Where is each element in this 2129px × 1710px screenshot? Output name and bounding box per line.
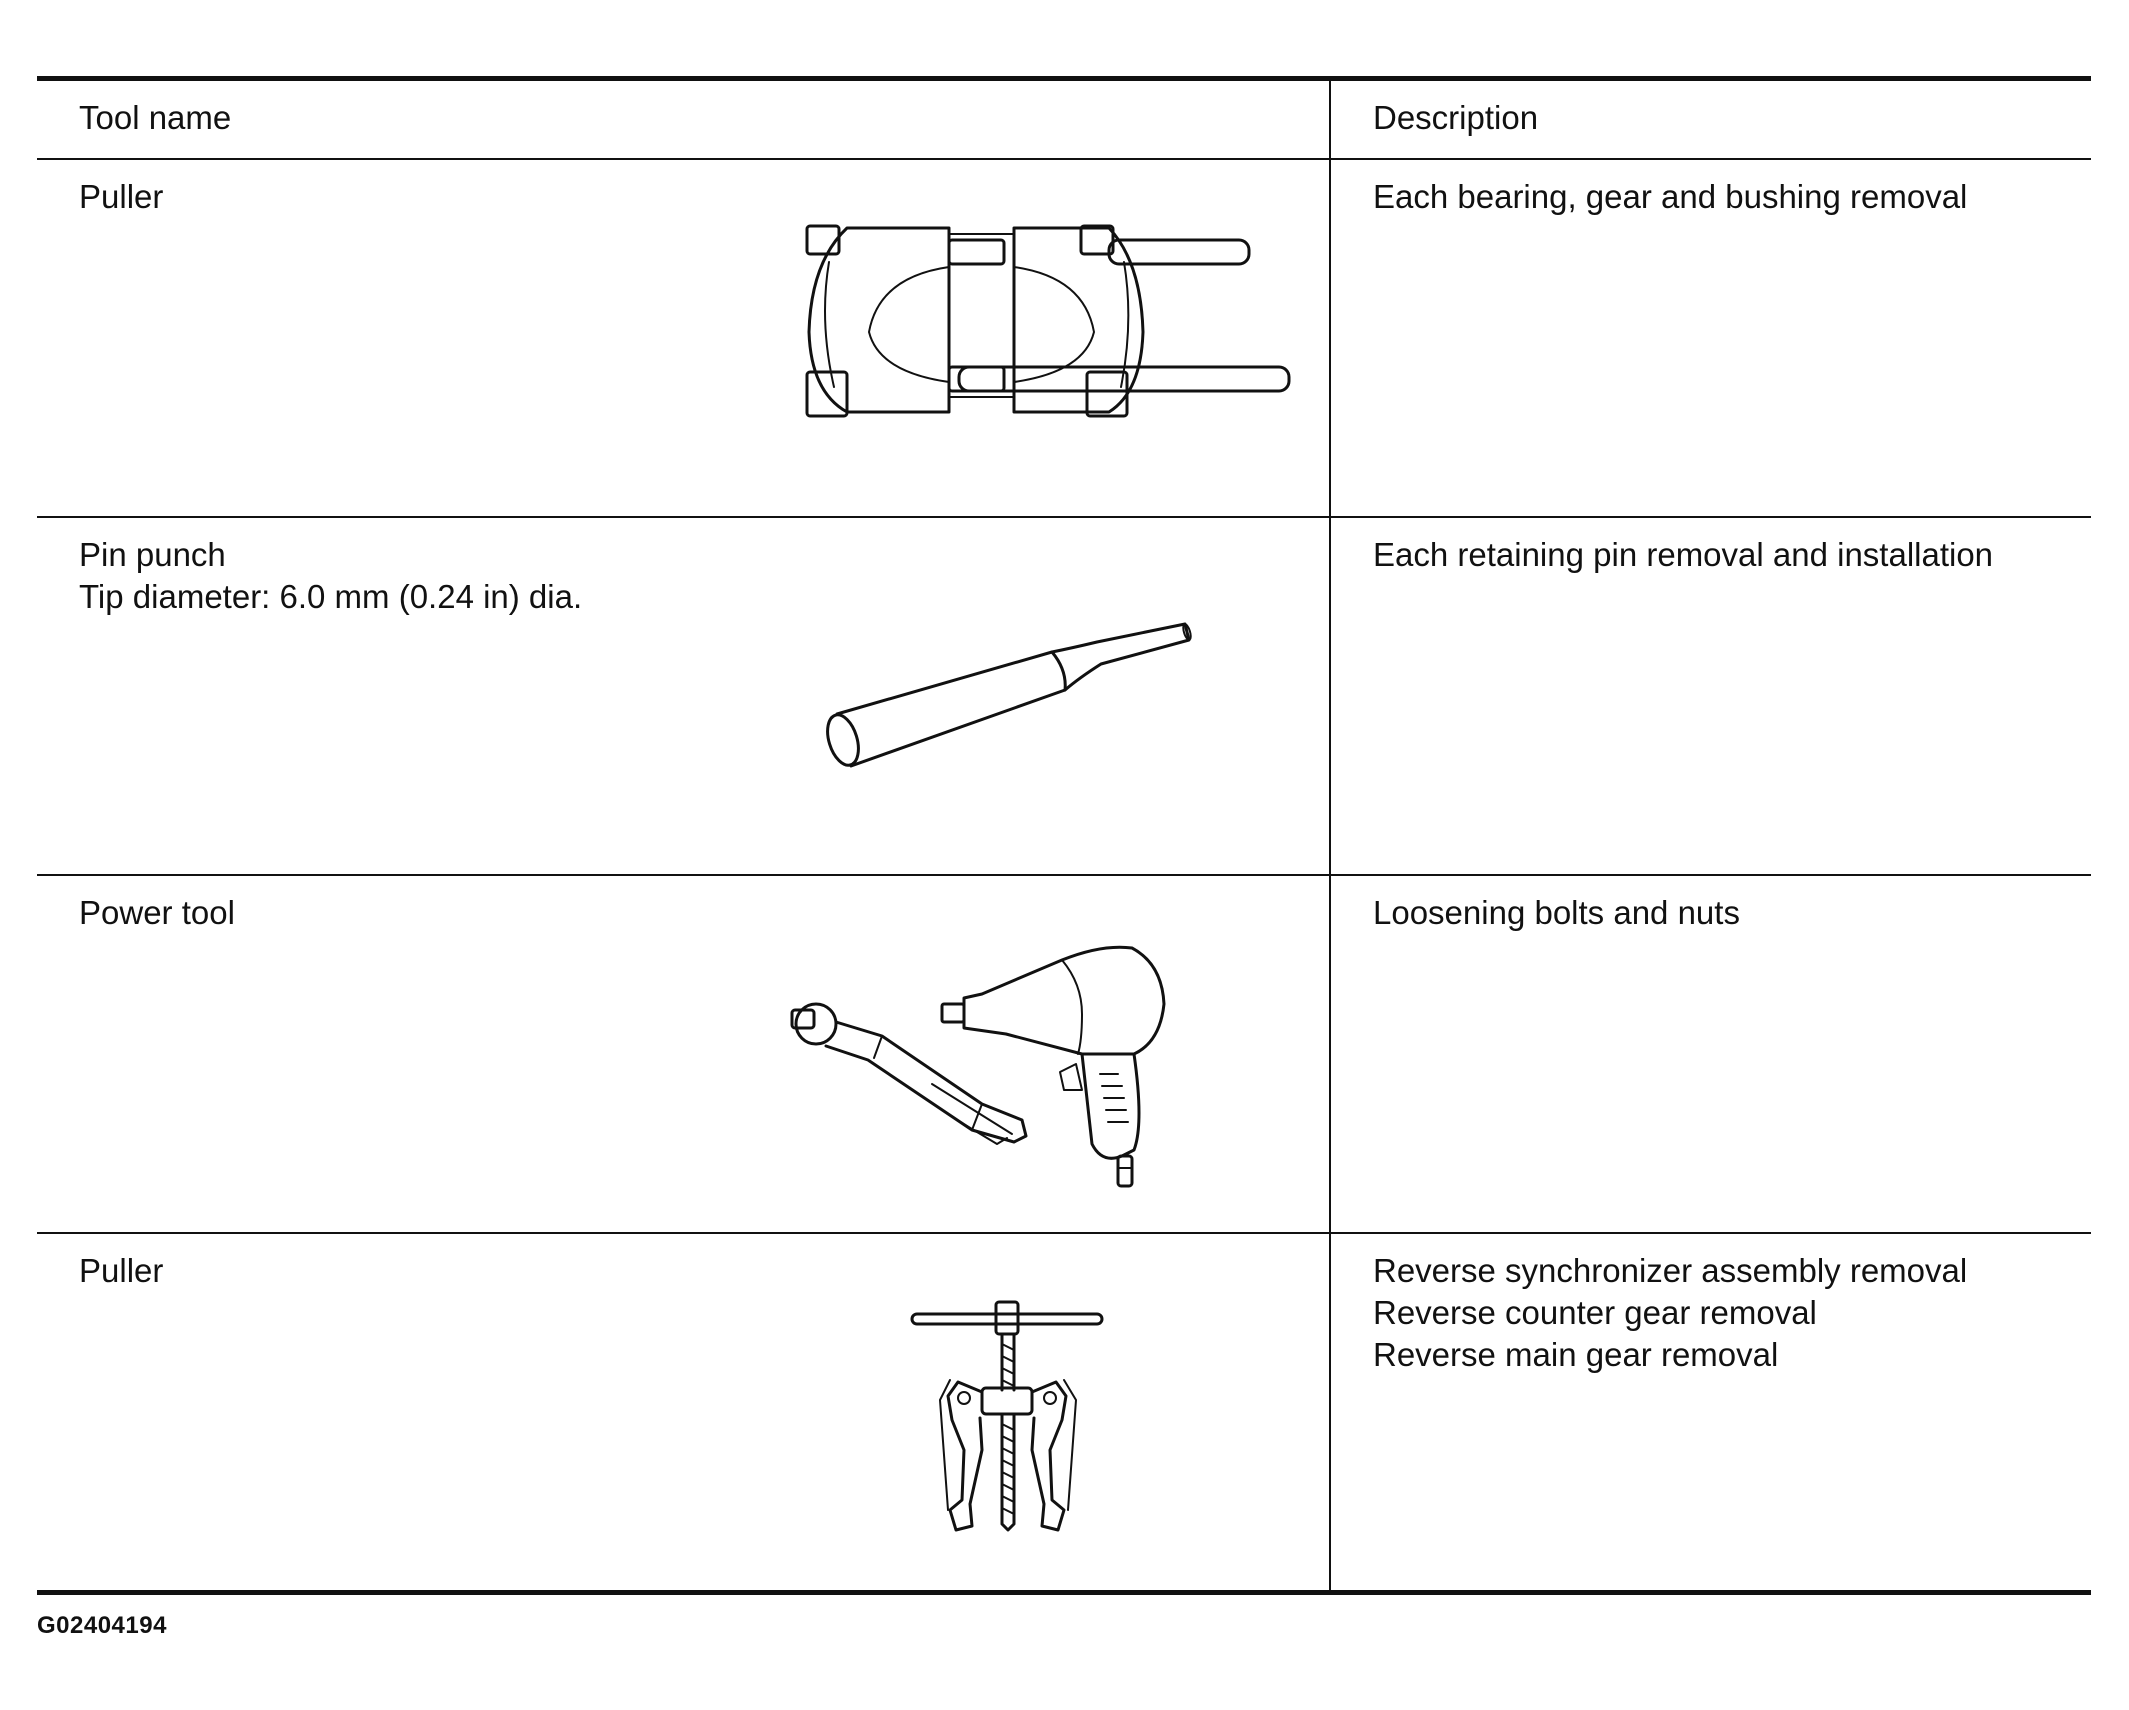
tool-name-cell	[79, 892, 235, 934]
impact-wrench-icon	[942, 947, 1164, 1186]
table-bottom-rule	[37, 1590, 2091, 1595]
header-description: Description	[1373, 99, 1539, 136]
column-divider	[1329, 518, 1331, 874]
column-divider	[1329, 81, 1331, 158]
tool-name: Pin punch	[79, 536, 226, 573]
description-line: Each bearing, gear and bushing removal	[1373, 178, 1968, 215]
description-cell	[1373, 534, 1993, 576]
tool-name: Puller	[79, 1252, 164, 1289]
power-tool-icon	[782, 924, 1262, 1194]
tool-name-cell	[79, 534, 582, 618]
tool-name: Power tool	[79, 894, 235, 931]
description-cell	[1373, 176, 1967, 218]
description-line: Reverse synchronizer assembly removal	[1373, 1252, 1968, 1289]
description-line: Loosening bolts and nuts	[1373, 894, 1740, 931]
tool-name-cell	[79, 176, 163, 218]
tool-name-cell	[79, 1250, 163, 1292]
bearing-separator-icon	[799, 222, 1259, 422]
pin-punch-icon	[817, 630, 1237, 780]
table-row	[37, 518, 2091, 876]
figure-code: G02404194	[37, 1612, 167, 1639]
gear-puller-icon	[910, 1300, 1110, 1540]
description-line: Each retaining pin removal and installation	[1373, 536, 1994, 573]
description-cell	[1373, 892, 1740, 934]
special-tools-table	[37, 76, 2091, 1595]
tool-spec: Tip diameter: 6.0 mm (0.24 in) dia.	[79, 578, 583, 615]
column-divider	[1329, 160, 1331, 516]
tool-name: Puller	[79, 178, 164, 215]
column-divider	[1329, 876, 1331, 1232]
description-line: Reverse main gear removal	[1373, 1336, 1779, 1373]
table-row	[37, 876, 2091, 1234]
description-cell	[1373, 1250, 1967, 1376]
description-line: Reverse counter gear removal	[1373, 1294, 1817, 1331]
table-row	[37, 160, 2091, 518]
table-header-row	[37, 81, 2091, 160]
header-tool-name: Tool name	[79, 99, 232, 136]
air-ratchet-icon	[792, 1004, 1026, 1144]
column-divider	[1329, 1234, 1331, 1590]
table-row	[37, 1234, 2091, 1590]
